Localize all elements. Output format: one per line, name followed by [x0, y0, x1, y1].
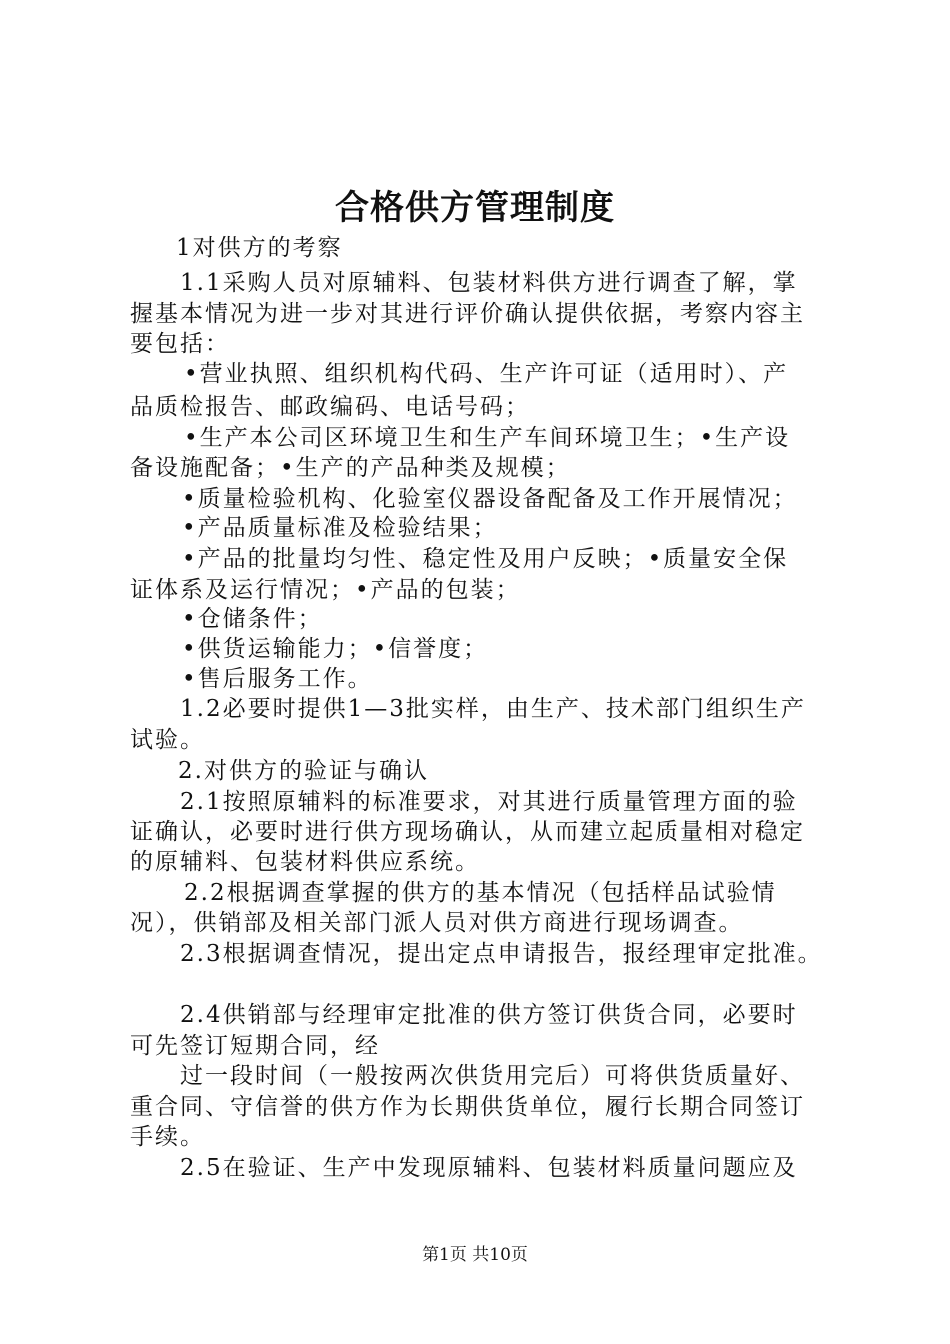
paragraph-line: 手续。 [130, 1124, 205, 1150]
bullet-line: •质量检验机构、化验室仪器设备配备及工作开展情况； [182, 486, 798, 512]
section-heading-1: 1对供方的考察 [176, 235, 343, 261]
paragraph-line: 1.1采购人员对原辅料、包装材料供方进行调查了解，掌 [180, 270, 798, 296]
paragraph-line: 2.3根据调查情况，提出定点申请报告，报经理审定批准。 [180, 941, 823, 967]
bullet-line: •产品的批量均匀性、稳定性及用户反映；•质量安全保 [182, 546, 789, 572]
paragraph-line: 2.5在验证、生产中发现原辅料、包装材料质量问题应及 [180, 1155, 798, 1181]
paragraph-line: 品质检报告、邮政编码、电话号码； [130, 394, 530, 420]
bullet-line: •售后服务工作。 [182, 666, 373, 692]
paragraph-line: 况），供销部及相关部门派人员对供方商进行现场调查。 [130, 910, 744, 936]
paragraph-line: 试验。 [130, 727, 205, 753]
bullet-line: •仓储条件； [182, 606, 323, 632]
bullet-line: •营业执照、组织机构代码、生产许可证（适用时）、产 [184, 361, 789, 387]
paragraph-line: 2.1按照原辅料的标准要求，对其进行质量管理方面的验 [180, 789, 798, 815]
paragraph-line: 重合同、守信誉的供方作为长期供货单位，履行长期合同签订 [130, 1094, 805, 1120]
bullet-line: •供货运输能力；•信誉度； [182, 636, 489, 662]
paragraph-line: 备设施配备；•生产的产品种类及规模； [130, 455, 571, 481]
paragraph-line: 过一段时间（一般按两次供货用完后）可将供货质量好、 [180, 1063, 805, 1089]
paragraph-line: 的原辅料、包装材料供应系统。 [130, 849, 480, 875]
paragraph-line: 证体系及运行情况；•产品的包装； [130, 577, 521, 603]
paragraph-line: 2.4供销部与经理审定批准的供方签订供货合同，必要时 [180, 1002, 798, 1028]
paragraph-line: 要包括： [130, 331, 230, 357]
page-title: 合格供方管理制度 [335, 188, 615, 228]
paragraph-line: 证确认，必要时进行供方现场确认，从而建立起质量相对稳定 [130, 819, 805, 845]
paragraph-line: 可先签订短期合同，经 [130, 1033, 380, 1059]
paragraph-line: 握基本情况为进一步对其进行评价确认提供依据，考察内容主 [130, 301, 805, 327]
page-footer: 第1页 共10页 [422, 1245, 528, 1265]
bullet-line: •生产本公司区环境卫生和生产车间环境卫生；•生产设 [184, 425, 791, 451]
section-heading-2: 2.对供方的验证与确认 [178, 758, 429, 784]
paragraph-line: 2.2根据调查掌握的供方的基本情况（包括样品试验情 [184, 880, 777, 906]
bullet-line: •产品质量标准及检验结果； [182, 515, 498, 541]
paragraph-line: 1.2必要时提供1—3批实样，由生产、技术部门组织生产 [180, 696, 806, 722]
